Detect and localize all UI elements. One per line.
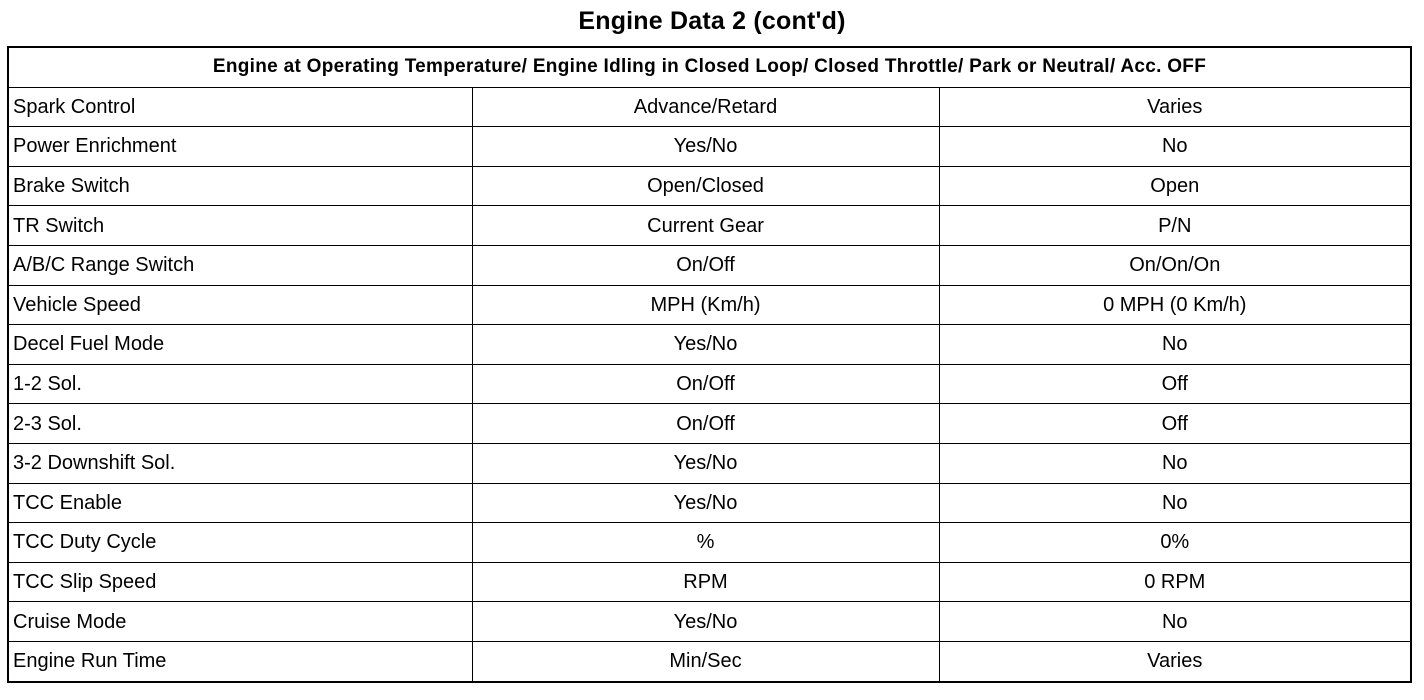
parameter-cell: Decel Fuel Mode <box>8 325 472 365</box>
table-row <box>8 285 1411 325</box>
range-cell: Current Gear <box>472 206 939 246</box>
typical-value-cell: Varies <box>939 87 1411 127</box>
table-row <box>8 87 1411 127</box>
range-cell: On/Off <box>472 404 939 444</box>
range-cell: Open/Closed <box>472 166 939 206</box>
typical-value-cell: No <box>939 443 1411 483</box>
range-cell: On/Off <box>472 364 939 404</box>
typical-value-cell: P/N <box>939 206 1411 246</box>
table-row <box>8 523 1411 563</box>
parameter-cell: TCC Enable <box>8 483 472 523</box>
typical-value-cell: No <box>939 602 1411 642</box>
parameter-cell: 3-2 Downshift Sol. <box>8 443 472 483</box>
table-body <box>8 87 1411 681</box>
table-row <box>8 562 1411 602</box>
range-cell: MPH (Km/h) <box>472 285 939 325</box>
table-row <box>8 483 1411 523</box>
typical-value-cell: No <box>939 325 1411 365</box>
typical-value-cell: Off <box>939 404 1411 444</box>
table-row <box>8 325 1411 365</box>
typical-value-cell: 0 MPH (0 Km/h) <box>939 285 1411 325</box>
table-row <box>8 127 1411 167</box>
parameter-cell: TCC Duty Cycle <box>8 523 472 563</box>
typical-value-cell: On/On/On <box>939 245 1411 285</box>
parameter-cell: Spark Control <box>8 87 472 127</box>
table-condition-header: Engine at Operating Temperature/ Engine Idling in Closed Loop/ Closed Throttle/ Park or Neutral/ Acc. OFF <box>8 47 1411 87</box>
parameter-cell: Engine Run Time <box>8 641 472 681</box>
typical-value-cell: 0% <box>939 523 1411 563</box>
parameter-cell: TR Switch <box>8 206 472 246</box>
engine-data-table <box>7 46 1412 683</box>
range-cell: Yes/No <box>472 602 939 642</box>
table-row <box>8 245 1411 285</box>
typical-value-cell: Off <box>939 364 1411 404</box>
table-row <box>8 166 1411 206</box>
range-cell: Yes/No <box>472 127 939 167</box>
typical-value-cell: No <box>939 483 1411 523</box>
range-cell: RPM <box>472 562 939 602</box>
range-cell: Advance/Retard <box>472 87 939 127</box>
parameter-cell: Brake Switch <box>8 166 472 206</box>
range-cell: Yes/No <box>472 443 939 483</box>
table-row <box>8 404 1411 444</box>
page-title: Engine Data 2 (cont'd) <box>578 7 846 35</box>
table-row <box>8 364 1411 404</box>
range-cell: Yes/No <box>472 483 939 523</box>
table-row <box>8 641 1411 681</box>
parameter-cell: 1-2 Sol. <box>8 364 472 404</box>
typical-value-cell: 0 RPM <box>939 562 1411 602</box>
parameter-cell: A/B/C Range Switch <box>8 245 472 285</box>
table-row <box>8 206 1411 246</box>
typical-value-cell: Open <box>939 166 1411 206</box>
typical-value-cell: Varies <box>939 641 1411 681</box>
parameter-cell: TCC Slip Speed <box>8 562 472 602</box>
range-cell: Min/Sec <box>472 641 939 681</box>
parameter-cell: Cruise Mode <box>8 602 472 642</box>
parameter-cell: 2-3 Sol. <box>8 404 472 444</box>
table-row <box>8 602 1411 642</box>
parameter-cell: Power Enrichment <box>8 127 472 167</box>
table-row <box>8 443 1411 483</box>
typical-value-cell: No <box>939 127 1411 167</box>
range-cell: % <box>472 523 939 563</box>
table-header-row <box>8 47 1411 87</box>
range-cell: On/Off <box>472 245 939 285</box>
parameter-cell: Vehicle Speed <box>8 285 472 325</box>
range-cell: Yes/No <box>472 325 939 365</box>
